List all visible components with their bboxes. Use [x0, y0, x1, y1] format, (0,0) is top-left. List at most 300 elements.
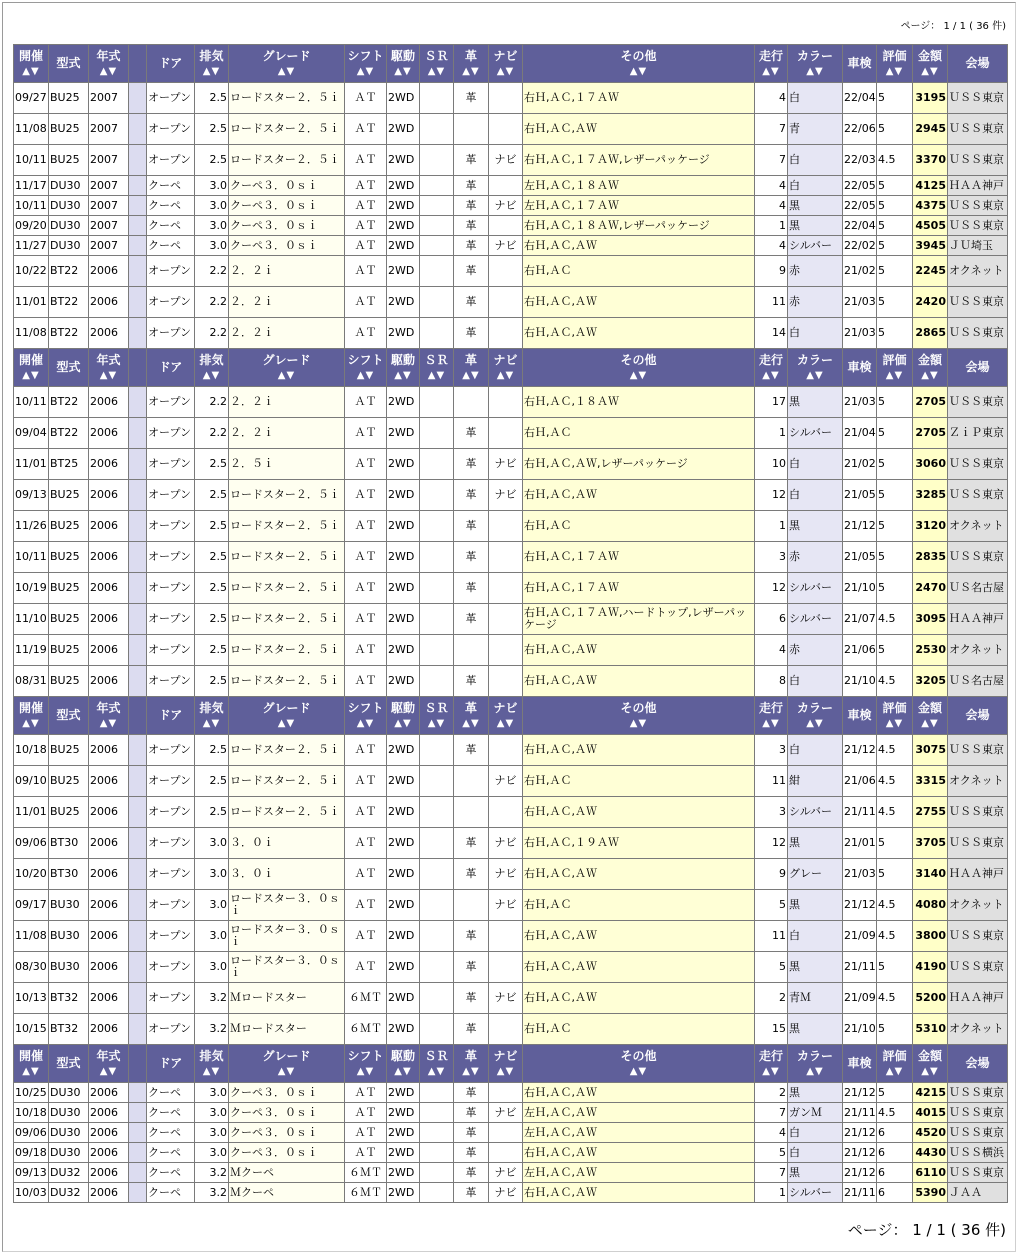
cell-shift: ＡＴ: [345, 1123, 387, 1143]
cell-inspect: 21/01: [843, 828, 877, 859]
cell-price: 3120: [913, 511, 948, 542]
sort-arrows-icon[interactable]: ▲▼: [99, 717, 118, 729]
cell-color: 白: [788, 318, 843, 349]
table-row[interactable]: [14, 176, 1008, 196]
column-header-label: カラー: [796, 48, 833, 63]
column-header-label: 年式: [96, 48, 121, 63]
cell-price: 4375: [913, 196, 948, 216]
table-row[interactable]: [14, 797, 1008, 828]
cell-sr: [420, 666, 454, 697]
sort-arrows-icon[interactable]: ▲▼: [496, 1065, 515, 1077]
cell-model: DU30: [49, 236, 89, 256]
cell-model: BT22: [49, 387, 89, 418]
cell-disp: 3.0: [195, 859, 229, 890]
cell-empty: [129, 766, 147, 797]
cell-mileage: 4: [755, 83, 788, 114]
cell-price: 3195: [913, 83, 948, 114]
cell-drive: 2WD: [387, 859, 420, 890]
cell-drive: 2WD: [387, 983, 420, 1014]
column-header-year: [89, 45, 129, 83]
sort-arrows-icon[interactable]: ▲▼: [921, 717, 939, 729]
cell-year: 2006: [89, 318, 129, 349]
cell-model: BU25: [49, 573, 89, 604]
table-row[interactable]: [14, 573, 1008, 604]
cell-drive: 2WD: [387, 573, 420, 604]
cell-color: シルバー: [788, 418, 843, 449]
cell-empty: [129, 1123, 147, 1143]
sort-arrows-icon[interactable]: ▲▼: [629, 1065, 648, 1077]
sort-arrows-icon[interactable]: ▲▼: [202, 1065, 221, 1077]
column-header-label: ナビ: [493, 352, 518, 367]
sort-arrows-icon[interactable]: ▲▼: [427, 1065, 446, 1077]
cell-date: 10/15: [14, 1014, 49, 1045]
table-row[interactable]: [14, 1014, 1008, 1045]
cell-score: 5: [877, 635, 913, 666]
page-indicator-top: ページ： 1 / 1 ( 36 件): [900, 21, 1006, 32]
column-header-label: 金額: [917, 700, 942, 715]
cell-drive: 2WD: [387, 1163, 420, 1183]
sort-arrows-icon[interactable]: ▲▼: [885, 717, 904, 729]
cell-year: 2006: [89, 921, 129, 952]
cell-score: 4.5: [877, 735, 913, 766]
table-row[interactable]: [14, 1123, 1008, 1143]
cell-sr: [420, 1123, 454, 1143]
table-row[interactable]: [14, 952, 1008, 983]
sort-arrows-icon[interactable]: ▲▼: [202, 717, 221, 729]
table-row[interactable]: [14, 666, 1008, 697]
cell-other: 右Ｈ,ＡＣ,ＡＷ,レザーパッケージ: [523, 449, 755, 480]
sort-arrows-icon[interactable]: ▲▼: [22, 1065, 40, 1077]
cell-grade: ロードスター２．５ｉ: [229, 666, 345, 697]
cell-model: BU25: [49, 666, 89, 697]
column-header-disp: [195, 45, 229, 83]
cell-score: 5: [877, 318, 913, 349]
sort-arrows-icon[interactable]: ▲▼: [762, 1065, 780, 1077]
table-row[interactable]: [14, 145, 1008, 176]
cell-empty: [129, 387, 147, 418]
sort-arrows-icon[interactable]: ▲▼: [99, 1065, 118, 1077]
sort-arrows-icon[interactable]: ▲▼: [806, 1065, 824, 1077]
cell-drive: 2WD: [387, 216, 420, 236]
cell-mileage: 1: [755, 1183, 788, 1203]
cell-shift: ＡＴ: [345, 635, 387, 666]
cell-disp: 3.0: [195, 176, 229, 196]
sort-arrows-icon[interactable]: ▲▼: [496, 369, 515, 381]
cell-grade: ロードスター３．０ｓｉ: [229, 921, 345, 952]
cell-shift: ＡＴ: [345, 418, 387, 449]
sort-arrows-icon[interactable]: ▲▼: [921, 65, 939, 77]
cell-model: DU32: [49, 1183, 89, 1203]
sort-arrows-icon[interactable]: ▲▼: [762, 369, 780, 381]
cell-mileage: 7: [755, 1103, 788, 1123]
sort-arrows-icon[interactable]: ▲▼: [202, 65, 221, 77]
table-row[interactable]: [14, 604, 1008, 635]
cell-mileage: 2: [755, 983, 788, 1014]
cell-venue: ＵＳＳ東京: [948, 318, 1008, 349]
cell-other: 右Ｈ,ＡＣ,ＡＷ: [523, 287, 755, 318]
sort-arrows-icon[interactable]: ▲▼: [394, 369, 412, 381]
cell-leather: 革: [454, 318, 489, 349]
cell-sr: [420, 766, 454, 797]
cell-color: 白: [788, 1143, 843, 1163]
cell-leather: 革: [454, 449, 489, 480]
cell-nav: [489, 216, 523, 236]
sort-arrows-icon[interactable]: ▲▼: [806, 717, 824, 729]
cell-color: 黒: [788, 952, 843, 983]
cell-empty: [129, 114, 147, 145]
cell-empty: [129, 236, 147, 256]
cell-other: 右Ｈ,ＡＣ,ＡＷ: [523, 635, 755, 666]
cell-model: DU32: [49, 1163, 89, 1183]
table-row[interactable]: [14, 114, 1008, 145]
sort-arrows-icon[interactable]: ▲▼: [496, 65, 515, 77]
cell-inspect: 22/02: [843, 236, 877, 256]
column-header-drive: [387, 697, 420, 735]
cell-other: 右Ｈ,ＡＣ,ＡＷ: [523, 1183, 755, 1203]
column-header-door: [147, 349, 195, 387]
cell-sr: [420, 145, 454, 176]
cell-other: 右Ｈ,ＡＣ: [523, 511, 755, 542]
table-row[interactable]: [14, 83, 1008, 114]
sort-arrows-icon[interactable]: ▲▼: [885, 369, 904, 381]
column-header-label: 評価: [882, 48, 907, 63]
cell-price: 2835: [913, 542, 948, 573]
table-row[interactable]: [14, 828, 1008, 859]
cell-nav: [489, 511, 523, 542]
cell-other: 右Ｈ,ＡＣ,ＡＷ: [523, 1143, 755, 1163]
table-row[interactable]: [14, 635, 1008, 666]
cell-drive: 2WD: [387, 418, 420, 449]
column-header-label: その他: [620, 700, 657, 715]
cell-empty: [129, 216, 147, 236]
cell-shift: ＡＴ: [345, 797, 387, 828]
cell-empty: [129, 604, 147, 635]
column-header-date: [14, 349, 49, 387]
table-row[interactable]: [14, 735, 1008, 766]
sort-arrows-icon[interactable]: ▲▼: [885, 1065, 904, 1077]
sort-arrows-icon[interactable]: ▲▼: [22, 369, 40, 381]
cell-date: 09/13: [14, 1163, 49, 1183]
cell-door: オープン: [147, 635, 195, 666]
sort-arrows-icon[interactable]: ▲▼: [99, 369, 118, 381]
cell-inspect: 21/10: [843, 573, 877, 604]
cell-score: 6: [877, 1123, 913, 1143]
column-header-mileage: [755, 1045, 788, 1083]
cell-other: 右Ｈ,ＡＣ,ＡＷ: [523, 952, 755, 983]
cell-price: 2245: [913, 256, 948, 287]
cell-nav: [489, 797, 523, 828]
cell-leather: 革: [454, 952, 489, 983]
cell-drive: 2WD: [387, 635, 420, 666]
cell-model: BT22: [49, 318, 89, 349]
table-row[interactable]: [14, 387, 1008, 418]
table-row[interactable]: [14, 1143, 1008, 1163]
cell-other: 右Ｈ,ＡＣ: [523, 256, 755, 287]
sort-arrows-icon[interactable]: ▲▼: [427, 717, 446, 729]
cell-grade: Ｍクーペ: [229, 1163, 345, 1183]
sort-arrows-icon[interactable]: ▲▼: [629, 65, 648, 77]
cell-score: 5: [877, 952, 913, 983]
column-header-label: 年式: [96, 700, 121, 715]
sort-arrows-icon[interactable]: ▲▼: [496, 717, 515, 729]
cell-price: 2420: [913, 287, 948, 318]
column-header-label: 型式: [56, 708, 81, 722]
sort-arrows-icon[interactable]: ▲▼: [394, 717, 412, 729]
cell-mileage: 7: [755, 145, 788, 176]
column-header-label: カラー: [796, 700, 833, 715]
cell-mileage: 15: [755, 1014, 788, 1045]
sort-arrows-icon[interactable]: ▲▼: [921, 1065, 939, 1077]
column-header-door: [147, 1045, 195, 1083]
cell-price: 2705: [913, 387, 948, 418]
cell-disp: 2.5: [195, 511, 229, 542]
sort-arrows-icon[interactable]: ▲▼: [356, 1065, 375, 1077]
table-row[interactable]: [14, 859, 1008, 890]
table-row[interactable]: [14, 1083, 1008, 1103]
cell-door: オープン: [147, 952, 195, 983]
cell-nav: [489, 1143, 523, 1163]
cell-disp: 2.2: [195, 418, 229, 449]
cell-model: DU30: [49, 1083, 89, 1103]
cell-sr: [420, 735, 454, 766]
table-row[interactable]: [14, 542, 1008, 573]
cell-inspect: 21/10: [843, 1014, 877, 1045]
cell-shift: ＡＴ: [345, 1103, 387, 1123]
table-row[interactable]: [14, 480, 1008, 511]
cell-score: 6: [877, 1143, 913, 1163]
sort-arrows-icon[interactable]: ▲▼: [806, 65, 824, 77]
cell-leather: 革: [454, 196, 489, 216]
cell-leather: [454, 387, 489, 418]
sort-arrows-icon[interactable]: ▲▼: [462, 1065, 480, 1077]
cell-other: 左Ｈ,ＡＣ,ＡＷ: [523, 1103, 755, 1123]
table-row[interactable]: [14, 1163, 1008, 1183]
column-header-sr: [420, 45, 454, 83]
table-row[interactable]: [14, 449, 1008, 480]
cell-grade: ロードスター２．５ｉ: [229, 797, 345, 828]
cell-date: 10/20: [14, 859, 49, 890]
table-row[interactable]: [14, 216, 1008, 236]
column-header-venue: [948, 45, 1008, 83]
table-row[interactable]: [14, 1183, 1008, 1203]
cell-shift: ＡＴ: [345, 318, 387, 349]
column-header-grade: [229, 697, 345, 735]
sort-arrows-icon[interactable]: ▲▼: [202, 369, 221, 381]
cell-color: 白: [788, 921, 843, 952]
cell-door: オープン: [147, 318, 195, 349]
cell-other: 左Ｈ,ＡＣ,ＡＷ: [523, 1123, 755, 1143]
sort-arrows-icon[interactable]: ▲▼: [762, 717, 780, 729]
cell-door: クーペ: [147, 196, 195, 216]
table-row[interactable]: [14, 921, 1008, 952]
cell-color: 白: [788, 145, 843, 176]
column-header-door: [147, 697, 195, 735]
cell-price: 3140: [913, 859, 948, 890]
column-header-inspect: [843, 349, 877, 387]
column-header-date: [14, 45, 49, 83]
cell-other: 右Ｈ,ＡＣ,１８ＡＷ: [523, 387, 755, 418]
cell-venue: ＵＳＳ東京: [948, 1123, 1008, 1143]
cell-drive: 2WD: [387, 666, 420, 697]
sort-arrows-icon[interactable]: ▲▼: [277, 1065, 296, 1077]
cell-mileage: 5: [755, 890, 788, 921]
cell-empty: [129, 542, 147, 573]
cell-score: 4.5: [877, 604, 913, 635]
column-header-color: [788, 697, 843, 735]
sort-arrows-icon[interactable]: ▲▼: [762, 65, 780, 77]
cell-price: 3285: [913, 480, 948, 511]
cell-year: 2006: [89, 387, 129, 418]
table-row[interactable]: [14, 196, 1008, 216]
cell-other: 左Ｈ,ＡＣ,ＡＷ: [523, 1163, 755, 1183]
table-row[interactable]: [14, 766, 1008, 797]
column-header-label: ドア: [158, 1056, 183, 1070]
table-row[interactable]: [14, 318, 1008, 349]
cell-shift: ＡＴ: [345, 236, 387, 256]
cell-date: 10/11: [14, 145, 49, 176]
sort-arrows-icon[interactable]: ▲▼: [885, 65, 904, 77]
cell-shift: ＡＴ: [345, 176, 387, 196]
sort-arrows-icon[interactable]: ▲▼: [629, 369, 648, 381]
table-row[interactable]: [14, 511, 1008, 542]
cell-mileage: 4: [755, 1123, 788, 1143]
cell-color: 紺: [788, 766, 843, 797]
cell-door: オープン: [147, 666, 195, 697]
cell-venue: ＵＳＳ東京: [948, 83, 1008, 114]
sort-arrows-icon[interactable]: ▲▼: [356, 65, 375, 77]
table-row[interactable]: [14, 890, 1008, 921]
cell-date: 09/10: [14, 766, 49, 797]
column-header-label: ドア: [158, 360, 183, 374]
column-header-inspect: [843, 1045, 877, 1083]
cell-model: BT22: [49, 418, 89, 449]
cell-nav: [489, 1123, 523, 1143]
column-header-label: グレード: [262, 700, 311, 715]
cell-price: 3945: [913, 236, 948, 256]
cell-color: 黒: [788, 1163, 843, 1183]
cell-score: 4.5: [877, 797, 913, 828]
column-header-label: 革: [464, 1048, 477, 1063]
table-row[interactable]: [14, 287, 1008, 318]
table-row[interactable]: [14, 256, 1008, 287]
cell-sr: [420, 921, 454, 952]
cell-price: 2530: [913, 635, 948, 666]
cell-leather: 革: [454, 1014, 489, 1045]
sort-arrows-icon[interactable]: ▲▼: [99, 65, 118, 77]
sort-arrows-icon[interactable]: ▲▼: [277, 369, 296, 381]
cell-shift: ＡＴ: [345, 604, 387, 635]
cell-date: 10/13: [14, 983, 49, 1014]
cell-other: 右Ｈ,ＡＣ,ＡＷ: [523, 1083, 755, 1103]
cell-leather: 革: [454, 1083, 489, 1103]
cell-empty: [129, 859, 147, 890]
cell-shift: ６ＭＴ: [345, 1163, 387, 1183]
column-header-label: シフト: [347, 48, 384, 63]
column-header-label: 走行: [758, 700, 783, 715]
cell-empty: [129, 256, 147, 287]
cell-drive: 2WD: [387, 318, 420, 349]
sort-arrows-icon[interactable]: ▲▼: [806, 369, 824, 381]
cell-year: 2006: [89, 859, 129, 890]
table-row[interactable]: [14, 983, 1008, 1014]
cell-score: 5: [877, 236, 913, 256]
cell-drive: 2WD: [387, 1183, 420, 1203]
cell-shift: ＡＴ: [345, 387, 387, 418]
column-header-leather: [454, 697, 489, 735]
cell-venue: ＵＳＳ東京: [948, 287, 1008, 318]
sort-arrows-icon[interactable]: ▲▼: [394, 1065, 412, 1077]
cell-empty: [129, 1163, 147, 1183]
cell-color: シルバー: [788, 236, 843, 256]
cell-price: 4505: [913, 216, 948, 236]
sort-arrows-icon[interactable]: ▲▼: [921, 369, 939, 381]
cell-sr: [420, 604, 454, 635]
cell-date: 11/26: [14, 511, 49, 542]
sort-arrows-icon[interactable]: ▲▼: [629, 717, 648, 729]
sort-arrows-icon[interactable]: ▲▼: [462, 717, 480, 729]
cell-grade: ロードスター２．５ｉ: [229, 83, 345, 114]
cell-leather: [454, 797, 489, 828]
cell-grade: ロードスター２．５ｉ: [229, 145, 345, 176]
table-row[interactable]: [14, 236, 1008, 256]
sort-arrows-icon[interactable]: ▲▼: [356, 717, 375, 729]
sort-arrows-icon[interactable]: ▲▼: [462, 65, 480, 77]
sort-arrows-icon[interactable]: ▲▼: [22, 717, 40, 729]
cell-sr: [420, 1083, 454, 1103]
sort-arrows-icon[interactable]: ▲▼: [462, 369, 480, 381]
cell-grade: ロードスター２．５ｉ: [229, 735, 345, 766]
sort-arrows-icon[interactable]: ▲▼: [22, 65, 40, 77]
sort-arrows-icon[interactable]: ▲▼: [427, 369, 446, 381]
cell-grade: クーペ３．０ｓｉ: [229, 1103, 345, 1123]
cell-grade: クーペ３．０ｓｉ: [229, 216, 345, 236]
cell-drive: 2WD: [387, 1103, 420, 1123]
cell-model: BU25: [49, 480, 89, 511]
column-header-inspect: [843, 697, 877, 735]
cell-model: BT22: [49, 287, 89, 318]
cell-venue: ＵＳ名古屋: [948, 573, 1008, 604]
column-header-date: [14, 697, 49, 735]
cell-empty: [129, 1014, 147, 1045]
cell-score: 5: [877, 1014, 913, 1045]
cell-mileage: 3: [755, 542, 788, 573]
sort-arrows-icon[interactable]: ▲▼: [277, 65, 296, 77]
cell-nav: [489, 83, 523, 114]
cell-price: 4015: [913, 1103, 948, 1123]
table-row[interactable]: [14, 1103, 1008, 1123]
cell-price: 3800: [913, 921, 948, 952]
cell-disp: 3.0: [195, 216, 229, 236]
table-row[interactable]: [14, 418, 1008, 449]
cell-drive: 2WD: [387, 511, 420, 542]
cell-empty: [129, 196, 147, 216]
cell-inspect: 21/05: [843, 542, 877, 573]
cell-venue: ＪＵ埼玉: [948, 236, 1008, 256]
sort-arrows-icon[interactable]: ▲▼: [277, 717, 296, 729]
sort-arrows-icon[interactable]: ▲▼: [356, 369, 375, 381]
cell-nav: ナビ: [489, 480, 523, 511]
cell-sr: [420, 983, 454, 1014]
cell-inspect: 21/03: [843, 387, 877, 418]
column-header-label: 車検: [847, 1056, 872, 1070]
sort-arrows-icon[interactable]: ▲▼: [427, 65, 446, 77]
sort-arrows-icon[interactable]: ▲▼: [394, 65, 412, 77]
cell-sr: [420, 418, 454, 449]
cell-price: 3705: [913, 828, 948, 859]
cell-grade: Ｍクーペ: [229, 1183, 345, 1203]
cell-leather: [454, 635, 489, 666]
cell-color: 赤: [788, 287, 843, 318]
